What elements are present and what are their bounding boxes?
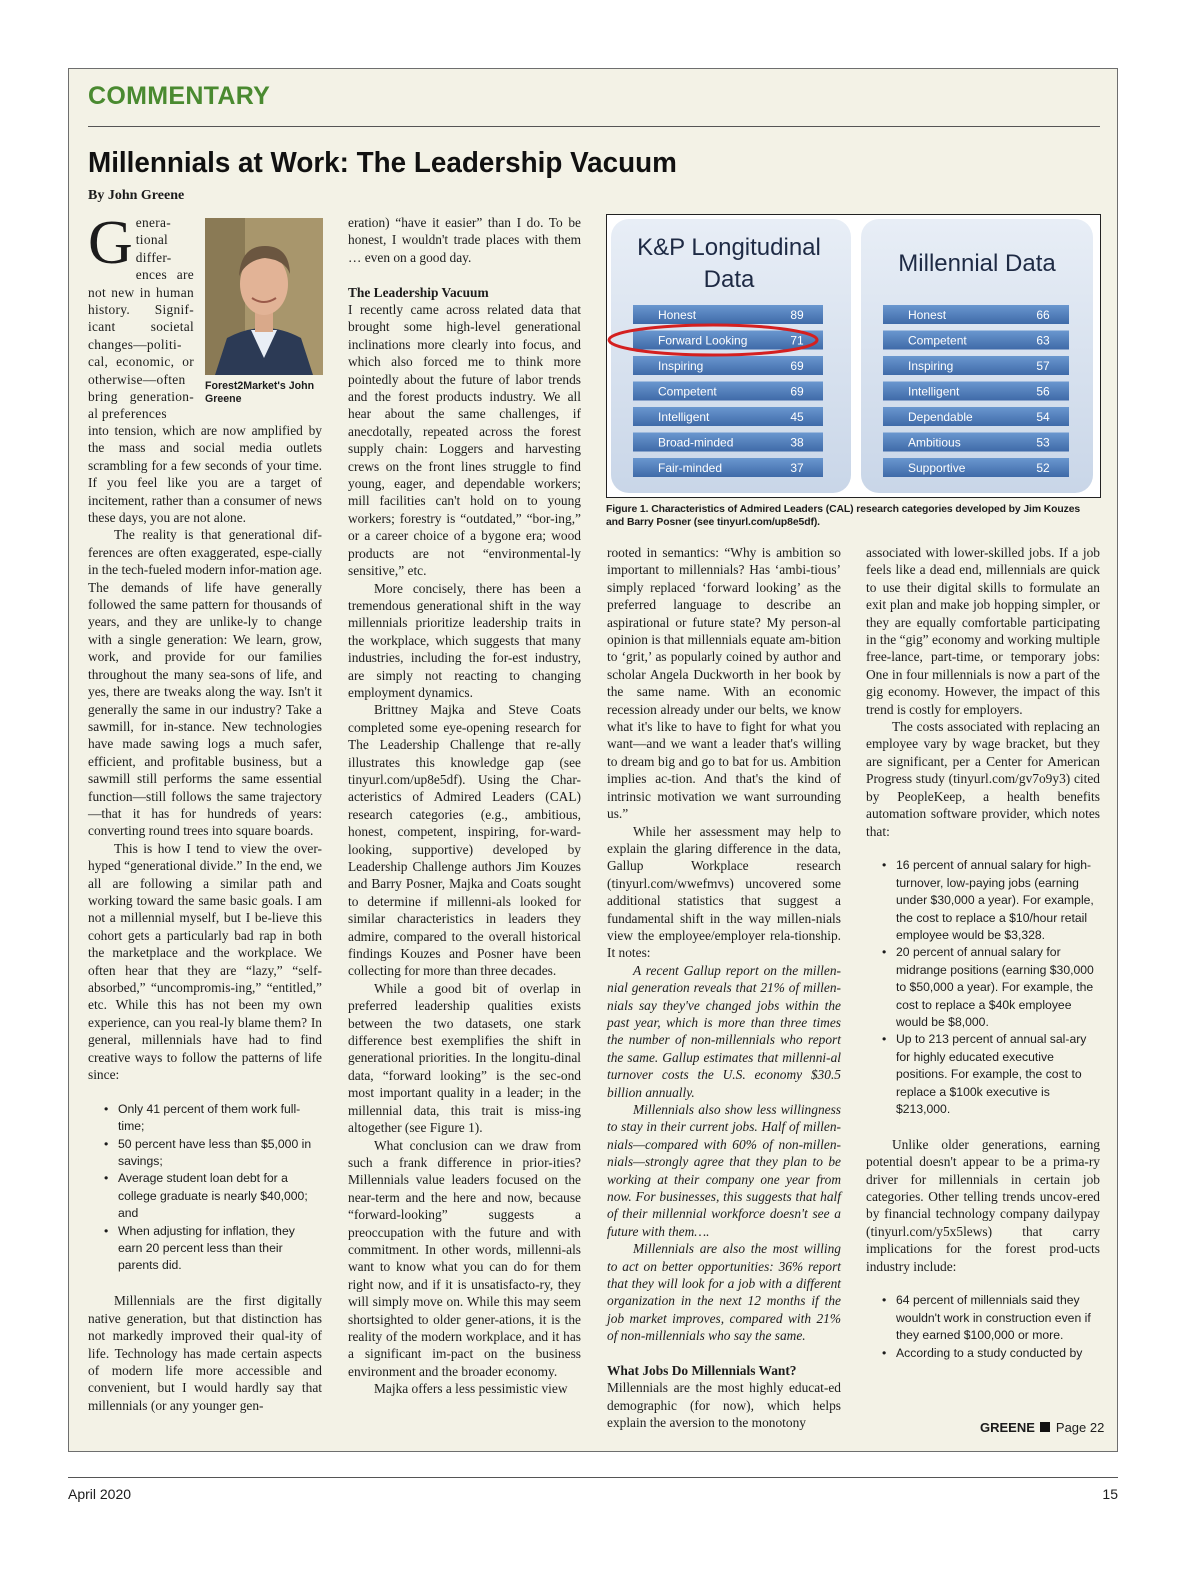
footer-page-number: 15 — [1102, 1486, 1118, 1502]
right-row-value: 66 — [1036, 308, 1050, 322]
paragraph: eration) “have it easier” than I do. To be honest, I wouldn't trade places with them … even on a good day. — [348, 215, 581, 265]
bullet-list — [866, 1292, 1100, 1362]
jump-name: GREENE — [980, 1420, 1035, 1435]
intro-text: enera-tional differ-ences are not new in human history. Signif-icant societal changes—politi-cal, economic, or otherwise—often bring generation-al preferences — [88, 215, 194, 422]
bullet-item: • Only 41 percent of them work full-time; — [88, 1101, 322, 1136]
left-row-label: Competent — [658, 384, 717, 399]
figure-1 — [606, 214, 1101, 498]
bullet-item: • Up to 213 percent of annual sal-ary for highly educated executive positions. For example, the cost to replace a $100k executive is $213,000. — [866, 1031, 1100, 1118]
right-row-label: Intelligent — [908, 384, 960, 399]
left-row-label: Fair-minded — [658, 461, 723, 475]
column-2 — [348, 214, 581, 1398]
paragraph: While a good bit of overlap in preferred leadership qualities exists between the two datasets, one stark difference best exemplifies the shift in generational priorities. In the longitu-dinal data, “forward looking” is the sec-ond most important quality in a leader; in the millennial data, this trait is miss-ing altogether (see Figure 1). — [348, 980, 581, 1136]
paragraph: into tension, which are now amplified by the mass and social media outlets scrambling for a few seconds of your time. If you feel like you are a target of incitement, rather than a consumer of news these days, you are not alone. — [88, 423, 322, 526]
subheading: What Jobs Do Millennials Want? — [607, 1363, 797, 1379]
paragraph: associated with lower-skilled jobs. If a job feels like a dead end, millennials are quick to use their digital skills to formulate an exit plan and make job hopping simpler, or they are equally comfortable participating in the “gig” economy and working multiple free-lance, part-time, or temporary jobs: One in four millennials is now a part of the gig economy. However, the impact of this trend is costly for employers. — [866, 545, 1100, 717]
paragraph: The costs associated with replacing an employee vary by wage bracket, but they are significant, per a Center for American Progress study (tinyurl.com/gv7o9y3) cited by PeopleKeep, a health benefits automation software provider, which notes that: — [866, 719, 1100, 839]
right-row-label: Inspiring — [908, 359, 954, 373]
right-row-value: 56 — [1036, 384, 1050, 399]
bullet-list — [866, 857, 1100, 1118]
bullet-list — [88, 1101, 322, 1275]
author-photo — [205, 218, 323, 375]
left-row-value: 38 — [790, 435, 804, 450]
paragraph: More concisely, there has been a tremendous generational shift in the way millennials prioritize leadership traits in the workplace, which suggests that many industries, including the for-est industry, are simply not reacting to changing employment dynamics. — [348, 580, 581, 700]
byline: By John Greene — [88, 188, 185, 203]
right-row-value: 52 — [1036, 461, 1050, 475]
left-title-1: K&P Longitudinal — [637, 234, 821, 261]
headline: Millennials at Work: The Leadership Vacuum — [88, 147, 677, 179]
column-4 — [866, 544, 1100, 1362]
paragraph: I recently came across related data that brought some high-level generational inclinations more clearly into focus, and which also forced me to think more pointedly about the future of labor trends and the forest products industry. We all hear about the same challenges, if anecdotally, repeated across the forest supply chain: Loggers and harvesting crews on the front lines struggle to find young, eager, and dependable workers; mill facilities can't hold on to young workers; forestry is “outdated,” “bor-ing,” or a career choice of a bygone era; wood products are not “environmental-ly sensitive,” etc. — [348, 302, 581, 579]
figure-caption: Figure 1. Characteristics of Admired Leaders (CAL) research categories developed by Jim Kouzes and Barry Posner (see tinyurl.com/up8e5df). — [606, 504, 1081, 529]
paragraph: Millennials are the first digitally native generation, but that distinction has not markedly improved their qual-ity of life. Technology has made certain aspects of modern life more accessible and convenient, but I would hardly say that millennials (or any younger gen- — [88, 1293, 322, 1413]
left-row-label: Intelligent — [658, 410, 710, 424]
left-row-label: Honest — [658, 308, 697, 322]
right-row-value: 54 — [1036, 410, 1050, 424]
bullet-item: • According to a study conducted by — [866, 1345, 1100, 1362]
paragraph: rooted in semantics: “Why is ambition so important to millennials? Has ‘ambi-tious’ simply replaced ‘forward looking’ as the preferred language to describe an aspirational or future state? My person-al opinion is that millennials equate am-bition to ‘grit,’ as popularly coined by author and scholar Angela Duckworth in her book by the same name. With an economic recession already under our belts, we know what it's like to have to fight for what you want—and we want a leader that's willing to dream big and go to bat for us. Ambition implies ac-tion. And that's the kind of intrinsic motivation we want surrounding us.” — [607, 545, 841, 822]
jump-page: Page 22 — [1055, 1420, 1105, 1435]
left-row-label: Broad-minded — [658, 435, 734, 450]
quote-paragraph: Millennials are also the most willing to act on better opportunities: 36% report that they will look for a job with a different organization in the next 12 months if the job market improves, compared with 21% of non-millennials who say the same. — [607, 1241, 841, 1344]
left-row-label: Forward Looking — [658, 333, 748, 348]
right-row-label: Supportive — [908, 461, 966, 475]
footer-date: April 2020 — [68, 1486, 132, 1502]
bullet-item: • When adjusting for inflation, they earn 20 percent less than their parents did. — [88, 1223, 322, 1275]
subheading: The Leadership Vacuum — [348, 284, 489, 300]
right-row-label: Competent — [908, 333, 967, 348]
paragraph: Brittney Majka and Steve Coats completed some eye-opening research for The Leadership Challenge that re-ally illustrates this knowledge gap (see tinyurl.com/up8e5df). Using the Char-acteristics of Admired Leaders (CAL) research categories (e.g., ambitious, honest, competent, inspiring, for-ward-looking, supportive) developed by Leadership Challenge authors Jim Kouzes and Barry Posner, Majka and Coats sought to determine if millenni-als looked for similar characteristics in leaders they admire, compared to the overall historical findings Kouzes and Posner have been collecting for more than three decades. — [348, 702, 581, 979]
paragraph: This is how I tend to view the over-hyped “generational divide.” In the end, we all are following a similar path and working toward the same basic goals. I am not a millennial myself, but I be-lieve this cohort gets a particularly bad rap in both the marketplace and the workplace. We often hear that they are “lazy,” “self-absorbed,” “uncompromis-ing,” “entitled,” etc. While this has not been my own experience, can you real-ly blame them? In general, millennials have had to find creative ways to follow the patterns of life since: — [88, 840, 322, 1083]
bullet-item: • 50 percent have less than $5,000 in savings; — [88, 1136, 322, 1171]
left-row-value: 89 — [790, 308, 804, 322]
header-rule — [88, 126, 1100, 127]
paragraph: Millennials are the most highly educat-ed demographic (for now), which helps explain the aversion to the monotony — [607, 1380, 841, 1431]
square-icon — [1040, 1422, 1050, 1432]
quote-paragraph: Millennials also show less willingness to stay in their current jobs. Half of millen-nials—compared with 60% of non-millen-nials—strongly agree that they plan to be working at their company one year from now. For businesses, this suggests that half of their millennial workforce doesn't see a future with them…. — [607, 1102, 841, 1239]
paragraph: While her assessment may help to explain the glaring difference in the data, Gallup Workplace research (tinyurl.com/wwefmvs) uncovered some additional statistics that suggest a fundamental shift in the way millen-nials view the employee/employer rela-tionship. It notes: — [607, 823, 841, 961]
right-row-value: 53 — [1036, 435, 1050, 450]
bullet-item: • Average student loan debt for a college graduate is nearly $40,000; and — [88, 1170, 322, 1222]
bullet-item: • 64 percent of millennials said they wouldn't work in construction even if they earned $100,000 or more. — [866, 1292, 1100, 1344]
right-row-label: Ambitious — [908, 435, 961, 450]
paragraph: The reality is that generational dif-ferences are often exaggerated, espe-cially in the tech-fueled modern infor-mation age. The demands of life have generally followed the same pattern for thousands of years, and they are unlike-ly to change with a single generation: We learn, grow, work, and provide for our families throughout the many sea-sons of life, and yes, there are tweaks along the way. Isn't it generally the same in our industry? Take a sawmill, for in-stance. New technologies have made sawing logs a much safer, efficient, and profitable business, but a sawmill still performs the same essential function—still follows the same trajectory—that it has for hundreds of years: converting round trees into square boards. — [88, 527, 322, 839]
left-row-value: 45 — [790, 410, 804, 424]
continued-jump — [980, 1420, 1104, 1435]
column-3 — [607, 544, 841, 1432]
left-row-value: 71 — [790, 333, 804, 348]
paragraph: What conclusion can we draw from such a frank difference in prior-ities? Millennials value leaders focused on the near-term and the here and now, because “forward-looking” suggests a preoccupation with the future and with commitment. In other words, millenni-als want to know what you can do for them right now, and if it is unsatisfacto-ry, they will simply move on. While this may seem shortsighted to older gener-ations, it is the reality of the modern workplace, and it has a significant im-pact on the business environment and the broader economy. — [348, 1137, 581, 1379]
right-title: Millennial Data — [898, 250, 1056, 277]
section-label: COMMENTARY — [88, 82, 271, 110]
right-row-value: 57 — [1036, 359, 1050, 373]
paragraph: Unlike older generations, earning potential doesn't appear to be a prima-ry driver for millennials in certain job categories. Other telling trends uncov-ered by financial technology company dailypay (tinyurl.com/y5x5lews) that carry implications for the forest prod-ucts industry include: — [866, 1136, 1100, 1274]
left-title-2: Data — [703, 266, 755, 293]
drop-cap: G — [88, 209, 133, 277]
left-row-label: Inspiring — [658, 359, 704, 373]
bullet-item: • 20 percent of annual salary for midrange positions (earning $30,000 to $50,000 a year). For example, the cost to replace a $40k employee would be $8,000. — [866, 944, 1100, 1031]
photo-caption: Forest2Market's John Greene — [205, 380, 315, 405]
footer-rule — [68, 1477, 1118, 1478]
right-row-label: Dependable — [908, 410, 973, 424]
right-row-label: Honest — [908, 308, 947, 322]
right-row-value: 63 — [1036, 333, 1050, 348]
paragraph: Majka offers a less pessimistic view — [374, 1381, 568, 1397]
left-row-value: 69 — [790, 384, 804, 399]
left-row-value: 37 — [790, 461, 804, 475]
bullet-item: • 16 percent of annual salary for high-turnover, low-paying jobs (earning under $30,000 a year). For example, the cost to replace a $10/hour retail employee would be $3,328. — [866, 857, 1100, 944]
quote-paragraph: A recent Gallup report on the millen-nial generation reveals that 21% of millen-nials say they've changed jobs within the past year, which is more than three times the number of non-millennials who report the same. Gallup estimates that millenni-al turnover costs the U.S. economy $30.5 billion annually. — [607, 962, 841, 1100]
left-row-value: 69 — [790, 359, 804, 373]
